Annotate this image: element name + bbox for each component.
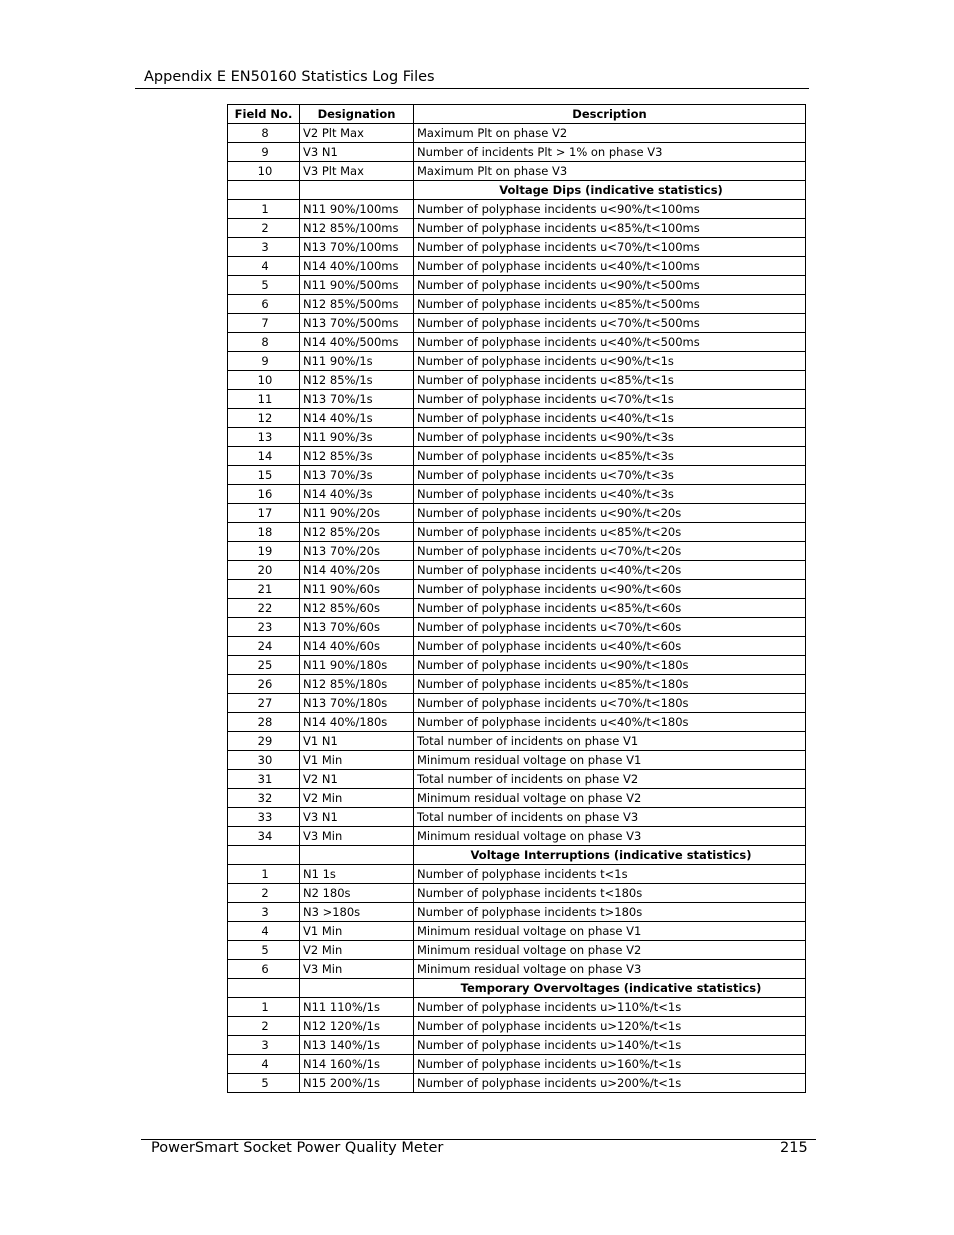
statistics-table bbox=[227, 104, 806, 1093]
designation-cell: V3 Min bbox=[300, 960, 414, 979]
designation-cell: N11 90%/500ms bbox=[300, 276, 414, 295]
designation-cell: N12 85%/60s bbox=[300, 599, 414, 618]
designation-cell: V1 Min bbox=[300, 922, 414, 941]
description-cell: Minimum residual voltage on phase V1 bbox=[414, 922, 806, 941]
field-number-cell: 4 bbox=[228, 922, 300, 941]
table-row bbox=[228, 1055, 806, 1074]
table-row bbox=[228, 618, 806, 637]
field-number-cell: 3 bbox=[228, 238, 300, 257]
description-cell: Number of polyphase incidents u<40%/t<180s bbox=[414, 713, 806, 732]
table-row bbox=[228, 675, 806, 694]
field-number-cell: 33 bbox=[228, 808, 300, 827]
description-cell: Total number of incidents on phase V2 bbox=[414, 770, 806, 789]
field-number-cell: 14 bbox=[228, 447, 300, 466]
section-empty-cell bbox=[300, 846, 414, 865]
field-number-cell: 22 bbox=[228, 599, 300, 618]
table-row bbox=[228, 504, 806, 523]
table-row bbox=[228, 200, 806, 219]
field-number-cell: 8 bbox=[228, 333, 300, 352]
description-cell: Number of polyphase incidents u<70%/t<180s bbox=[414, 694, 806, 713]
description-cell: Number of polyphase incidents u<85%/t<500ms bbox=[414, 295, 806, 314]
table-row bbox=[228, 998, 806, 1017]
section-row bbox=[228, 846, 806, 865]
table-row bbox=[228, 390, 806, 409]
designation-cell: V2 N1 bbox=[300, 770, 414, 789]
table-row bbox=[228, 637, 806, 656]
designation-cell: N13 70%/60s bbox=[300, 618, 414, 637]
description-cell: Number of polyphase incidents u<70%/t<20s bbox=[414, 542, 806, 561]
designation-cell: N3 >180s bbox=[300, 903, 414, 922]
designation-cell: N12 85%/500ms bbox=[300, 295, 414, 314]
section-row bbox=[228, 979, 806, 998]
designation-cell: N13 140%/1s bbox=[300, 1036, 414, 1055]
table-header-row bbox=[228, 105, 806, 124]
section-title: Temporary Overvoltages (indicative statistics) bbox=[414, 979, 806, 998]
table-row bbox=[228, 523, 806, 542]
description-cell: Number of polyphase incidents u<85%/t<20s bbox=[414, 523, 806, 542]
field-number-cell: 26 bbox=[228, 675, 300, 694]
table-row bbox=[228, 257, 806, 276]
field-number-cell: 3 bbox=[228, 1036, 300, 1055]
designation-cell: N12 85%/1s bbox=[300, 371, 414, 390]
description-cell: Number of polyphase incidents u<70%/t<60s bbox=[414, 618, 806, 637]
description-cell: Number of polyphase incidents u<70%/t<1s bbox=[414, 390, 806, 409]
description-cell: Number of polyphase incidents u<40%/t<100ms bbox=[414, 257, 806, 276]
designation-cell: N15 200%/1s bbox=[300, 1074, 414, 1093]
designation-cell: N14 40%/500ms bbox=[300, 333, 414, 352]
field-number-cell: 11 bbox=[228, 390, 300, 409]
table-row bbox=[228, 162, 806, 181]
field-number-cell: 3 bbox=[228, 903, 300, 922]
table-row bbox=[228, 428, 806, 447]
table-row bbox=[228, 238, 806, 257]
table-row bbox=[228, 1036, 806, 1055]
field-number-cell: 5 bbox=[228, 276, 300, 295]
designation-cell: N14 40%/20s bbox=[300, 561, 414, 580]
table-row bbox=[228, 276, 806, 295]
table-row bbox=[228, 485, 806, 504]
table-row bbox=[228, 884, 806, 903]
section-empty-cell bbox=[228, 181, 300, 200]
section-empty-cell bbox=[300, 181, 414, 200]
description-cell: Minimum residual voltage on phase V2 bbox=[414, 941, 806, 960]
field-number-cell: 10 bbox=[228, 162, 300, 181]
designation-cell: N11 90%/100ms bbox=[300, 200, 414, 219]
section-title: Voltage Dips (indicative statistics) bbox=[414, 181, 806, 200]
field-number-cell: 1 bbox=[228, 865, 300, 884]
designation-cell: N12 120%/1s bbox=[300, 1017, 414, 1036]
field-number-cell: 12 bbox=[228, 409, 300, 428]
table-row bbox=[228, 447, 806, 466]
designation-cell: V2 Plt Max bbox=[300, 124, 414, 143]
designation-cell: V3 N1 bbox=[300, 808, 414, 827]
table-row bbox=[228, 713, 806, 732]
field-number-cell: 2 bbox=[228, 219, 300, 238]
field-number-cell: 9 bbox=[228, 352, 300, 371]
section-empty-cell bbox=[300, 979, 414, 998]
description-cell: Number of polyphase incidents u<85%/t<3s bbox=[414, 447, 806, 466]
description-cell: Number of incidents Plt > 1% on phase V3 bbox=[414, 143, 806, 162]
description-cell: Maximum Plt on phase V2 bbox=[414, 124, 806, 143]
designation-cell: N11 90%/60s bbox=[300, 580, 414, 599]
table-row bbox=[228, 466, 806, 485]
field-number-cell: 1 bbox=[228, 998, 300, 1017]
table-row bbox=[228, 371, 806, 390]
field-number-cell: 15 bbox=[228, 466, 300, 485]
description-cell: Total number of incidents on phase V3 bbox=[414, 808, 806, 827]
description-cell: Minimum residual voltage on phase V1 bbox=[414, 751, 806, 770]
column-header-field: Field No. bbox=[228, 105, 300, 124]
description-cell: Number of polyphase incidents u>160%/t<1s bbox=[414, 1055, 806, 1074]
section-empty-cell bbox=[228, 979, 300, 998]
designation-cell: N12 85%/3s bbox=[300, 447, 414, 466]
table-body bbox=[228, 124, 806, 1093]
description-cell: Number of polyphase incidents u<85%/t<1s bbox=[414, 371, 806, 390]
description-cell: Number of polyphase incidents u<90%/t<1s bbox=[414, 352, 806, 371]
designation-cell: N13 70%/180s bbox=[300, 694, 414, 713]
designation-cell: V3 Plt Max bbox=[300, 162, 414, 181]
designation-cell: N14 40%/180s bbox=[300, 713, 414, 732]
designation-cell: N13 70%/500ms bbox=[300, 314, 414, 333]
description-cell: Number of polyphase incidents u<40%/t<60s bbox=[414, 637, 806, 656]
description-cell: Number of polyphase incidents u<70%/t<3s bbox=[414, 466, 806, 485]
field-number-cell: 8 bbox=[228, 124, 300, 143]
field-number-cell: 21 bbox=[228, 580, 300, 599]
description-cell: Number of polyphase incidents u<90%/t<180s bbox=[414, 656, 806, 675]
field-number-cell: 25 bbox=[228, 656, 300, 675]
designation-cell: V2 Min bbox=[300, 789, 414, 808]
page-header-title: Appendix E EN50160 Statistics Log Files bbox=[144, 69, 435, 85]
table-row bbox=[228, 599, 806, 618]
section-empty-cell bbox=[228, 846, 300, 865]
table-row bbox=[228, 124, 806, 143]
table-row bbox=[228, 1017, 806, 1036]
designation-cell: N14 40%/60s bbox=[300, 637, 414, 656]
description-cell: Number of polyphase incidents u>200%/t<1s bbox=[414, 1074, 806, 1093]
table-row bbox=[228, 333, 806, 352]
description-cell: Number of polyphase incidents u<40%/t<1s bbox=[414, 409, 806, 428]
designation-cell: N13 70%/20s bbox=[300, 542, 414, 561]
designation-cell: V3 N1 bbox=[300, 143, 414, 162]
field-number-cell: 29 bbox=[228, 732, 300, 751]
description-cell: Number of polyphase incidents u<85%/t<180s bbox=[414, 675, 806, 694]
designation-cell: N2 180s bbox=[300, 884, 414, 903]
field-number-cell: 2 bbox=[228, 1017, 300, 1036]
description-cell: Minimum residual voltage on phase V3 bbox=[414, 960, 806, 979]
designation-cell: N11 90%/180s bbox=[300, 656, 414, 675]
table-row bbox=[228, 865, 806, 884]
field-number-cell: 1 bbox=[228, 200, 300, 219]
field-number-cell: 34 bbox=[228, 827, 300, 846]
table-row bbox=[228, 1074, 806, 1093]
designation-cell: N13 70%/100ms bbox=[300, 238, 414, 257]
field-number-cell: 5 bbox=[228, 941, 300, 960]
description-cell: Number of polyphase incidents t<180s bbox=[414, 884, 806, 903]
description-cell: Number of polyphase incidents u<40%/t<20s bbox=[414, 561, 806, 580]
table-row bbox=[228, 295, 806, 314]
designation-cell: N11 90%/1s bbox=[300, 352, 414, 371]
table-row bbox=[228, 143, 806, 162]
designation-cell: N12 85%/20s bbox=[300, 523, 414, 542]
field-number-cell: 6 bbox=[228, 960, 300, 979]
description-cell: Number of polyphase incidents u>120%/t<1s bbox=[414, 1017, 806, 1036]
table-row bbox=[228, 732, 806, 751]
designation-cell: N12 85%/180s bbox=[300, 675, 414, 694]
column-header-description: Description bbox=[414, 105, 806, 124]
description-cell: Number of polyphase incidents u<90%/t<20s bbox=[414, 504, 806, 523]
description-cell: Number of polyphase incidents u<40%/t<500ms bbox=[414, 333, 806, 352]
field-number-cell: 18 bbox=[228, 523, 300, 542]
table-row bbox=[228, 561, 806, 580]
description-cell: Number of polyphase incidents u<90%/t<60s bbox=[414, 580, 806, 599]
field-number-cell: 4 bbox=[228, 257, 300, 276]
description-cell: Number of polyphase incidents u<90%/t<100ms bbox=[414, 200, 806, 219]
field-number-cell: 23 bbox=[228, 618, 300, 637]
table-row bbox=[228, 409, 806, 428]
description-cell: Number of polyphase incidents u>110%/t<1s bbox=[414, 998, 806, 1017]
description-cell: Number of polyphase incidents u<70%/t<100ms bbox=[414, 238, 806, 257]
designation-cell: N14 40%/100ms bbox=[300, 257, 414, 276]
page-number: 215 bbox=[780, 1140, 808, 1156]
description-cell: Minimum residual voltage on phase V2 bbox=[414, 789, 806, 808]
field-number-cell: 10 bbox=[228, 371, 300, 390]
description-cell: Number of polyphase incidents u<85%/t<100ms bbox=[414, 219, 806, 238]
table-row bbox=[228, 827, 806, 846]
description-cell: Number of polyphase incidents u<85%/t<60s bbox=[414, 599, 806, 618]
field-number-cell: 17 bbox=[228, 504, 300, 523]
table-row bbox=[228, 314, 806, 333]
field-number-cell: 6 bbox=[228, 295, 300, 314]
field-number-cell: 13 bbox=[228, 428, 300, 447]
designation-cell: V3 Min bbox=[300, 827, 414, 846]
designation-cell: N12 85%/100ms bbox=[300, 219, 414, 238]
description-cell: Minimum residual voltage on phase V3 bbox=[414, 827, 806, 846]
table-row bbox=[228, 751, 806, 770]
designation-cell: V1 N1 bbox=[300, 732, 414, 751]
description-cell: Number of polyphase incidents u<90%/t<500ms bbox=[414, 276, 806, 295]
table-row bbox=[228, 922, 806, 941]
table-row bbox=[228, 903, 806, 922]
designation-cell: V1 Min bbox=[300, 751, 414, 770]
field-number-cell: 31 bbox=[228, 770, 300, 789]
field-number-cell: 19 bbox=[228, 542, 300, 561]
table-row bbox=[228, 808, 806, 827]
field-number-cell: 28 bbox=[228, 713, 300, 732]
designation-cell: N11 90%/20s bbox=[300, 504, 414, 523]
description-cell: Number of polyphase incidents u<90%/t<3s bbox=[414, 428, 806, 447]
table-row bbox=[228, 219, 806, 238]
table-row bbox=[228, 941, 806, 960]
designation-cell: N1 1s bbox=[300, 865, 414, 884]
description-cell: Number of polyphase incidents u<40%/t<3s bbox=[414, 485, 806, 504]
designation-cell: N14 40%/3s bbox=[300, 485, 414, 504]
section-row bbox=[228, 181, 806, 200]
table-row bbox=[228, 694, 806, 713]
designation-cell: N14 40%/1s bbox=[300, 409, 414, 428]
column-header-designation: Designation bbox=[300, 105, 414, 124]
table-row bbox=[228, 770, 806, 789]
field-number-cell: 5 bbox=[228, 1074, 300, 1093]
field-number-cell: 7 bbox=[228, 314, 300, 333]
table-row bbox=[228, 789, 806, 808]
designation-cell: N13 70%/3s bbox=[300, 466, 414, 485]
designation-cell: N11 90%/3s bbox=[300, 428, 414, 447]
field-number-cell: 20 bbox=[228, 561, 300, 580]
field-number-cell: 30 bbox=[228, 751, 300, 770]
description-cell: Maximum Plt on phase V3 bbox=[414, 162, 806, 181]
section-title: Voltage Interruptions (indicative statistics) bbox=[414, 846, 806, 865]
field-number-cell: 4 bbox=[228, 1055, 300, 1074]
designation-cell: N14 160%/1s bbox=[300, 1055, 414, 1074]
description-cell: Total number of incidents on phase V1 bbox=[414, 732, 806, 751]
description-cell: Number of polyphase incidents u<70%/t<500ms bbox=[414, 314, 806, 333]
field-number-cell: 27 bbox=[228, 694, 300, 713]
footer-title: PowerSmart Socket Power Quality Meter bbox=[151, 1140, 444, 1156]
designation-cell: V2 Min bbox=[300, 941, 414, 960]
description-cell: Number of polyphase incidents t>180s bbox=[414, 903, 806, 922]
field-number-cell: 9 bbox=[228, 143, 300, 162]
description-cell: Number of polyphase incidents t<1s bbox=[414, 865, 806, 884]
table-row bbox=[228, 580, 806, 599]
description-cell: Number of polyphase incidents u>140%/t<1s bbox=[414, 1036, 806, 1055]
field-number-cell: 32 bbox=[228, 789, 300, 808]
table-row bbox=[228, 656, 806, 675]
field-number-cell: 16 bbox=[228, 485, 300, 504]
designation-cell: N13 70%/1s bbox=[300, 390, 414, 409]
table-row bbox=[228, 352, 806, 371]
designation-cell: N11 110%/1s bbox=[300, 998, 414, 1017]
field-number-cell: 24 bbox=[228, 637, 300, 656]
table-row bbox=[228, 960, 806, 979]
header-rule bbox=[135, 88, 809, 89]
field-number-cell: 2 bbox=[228, 884, 300, 903]
table-row bbox=[228, 542, 806, 561]
